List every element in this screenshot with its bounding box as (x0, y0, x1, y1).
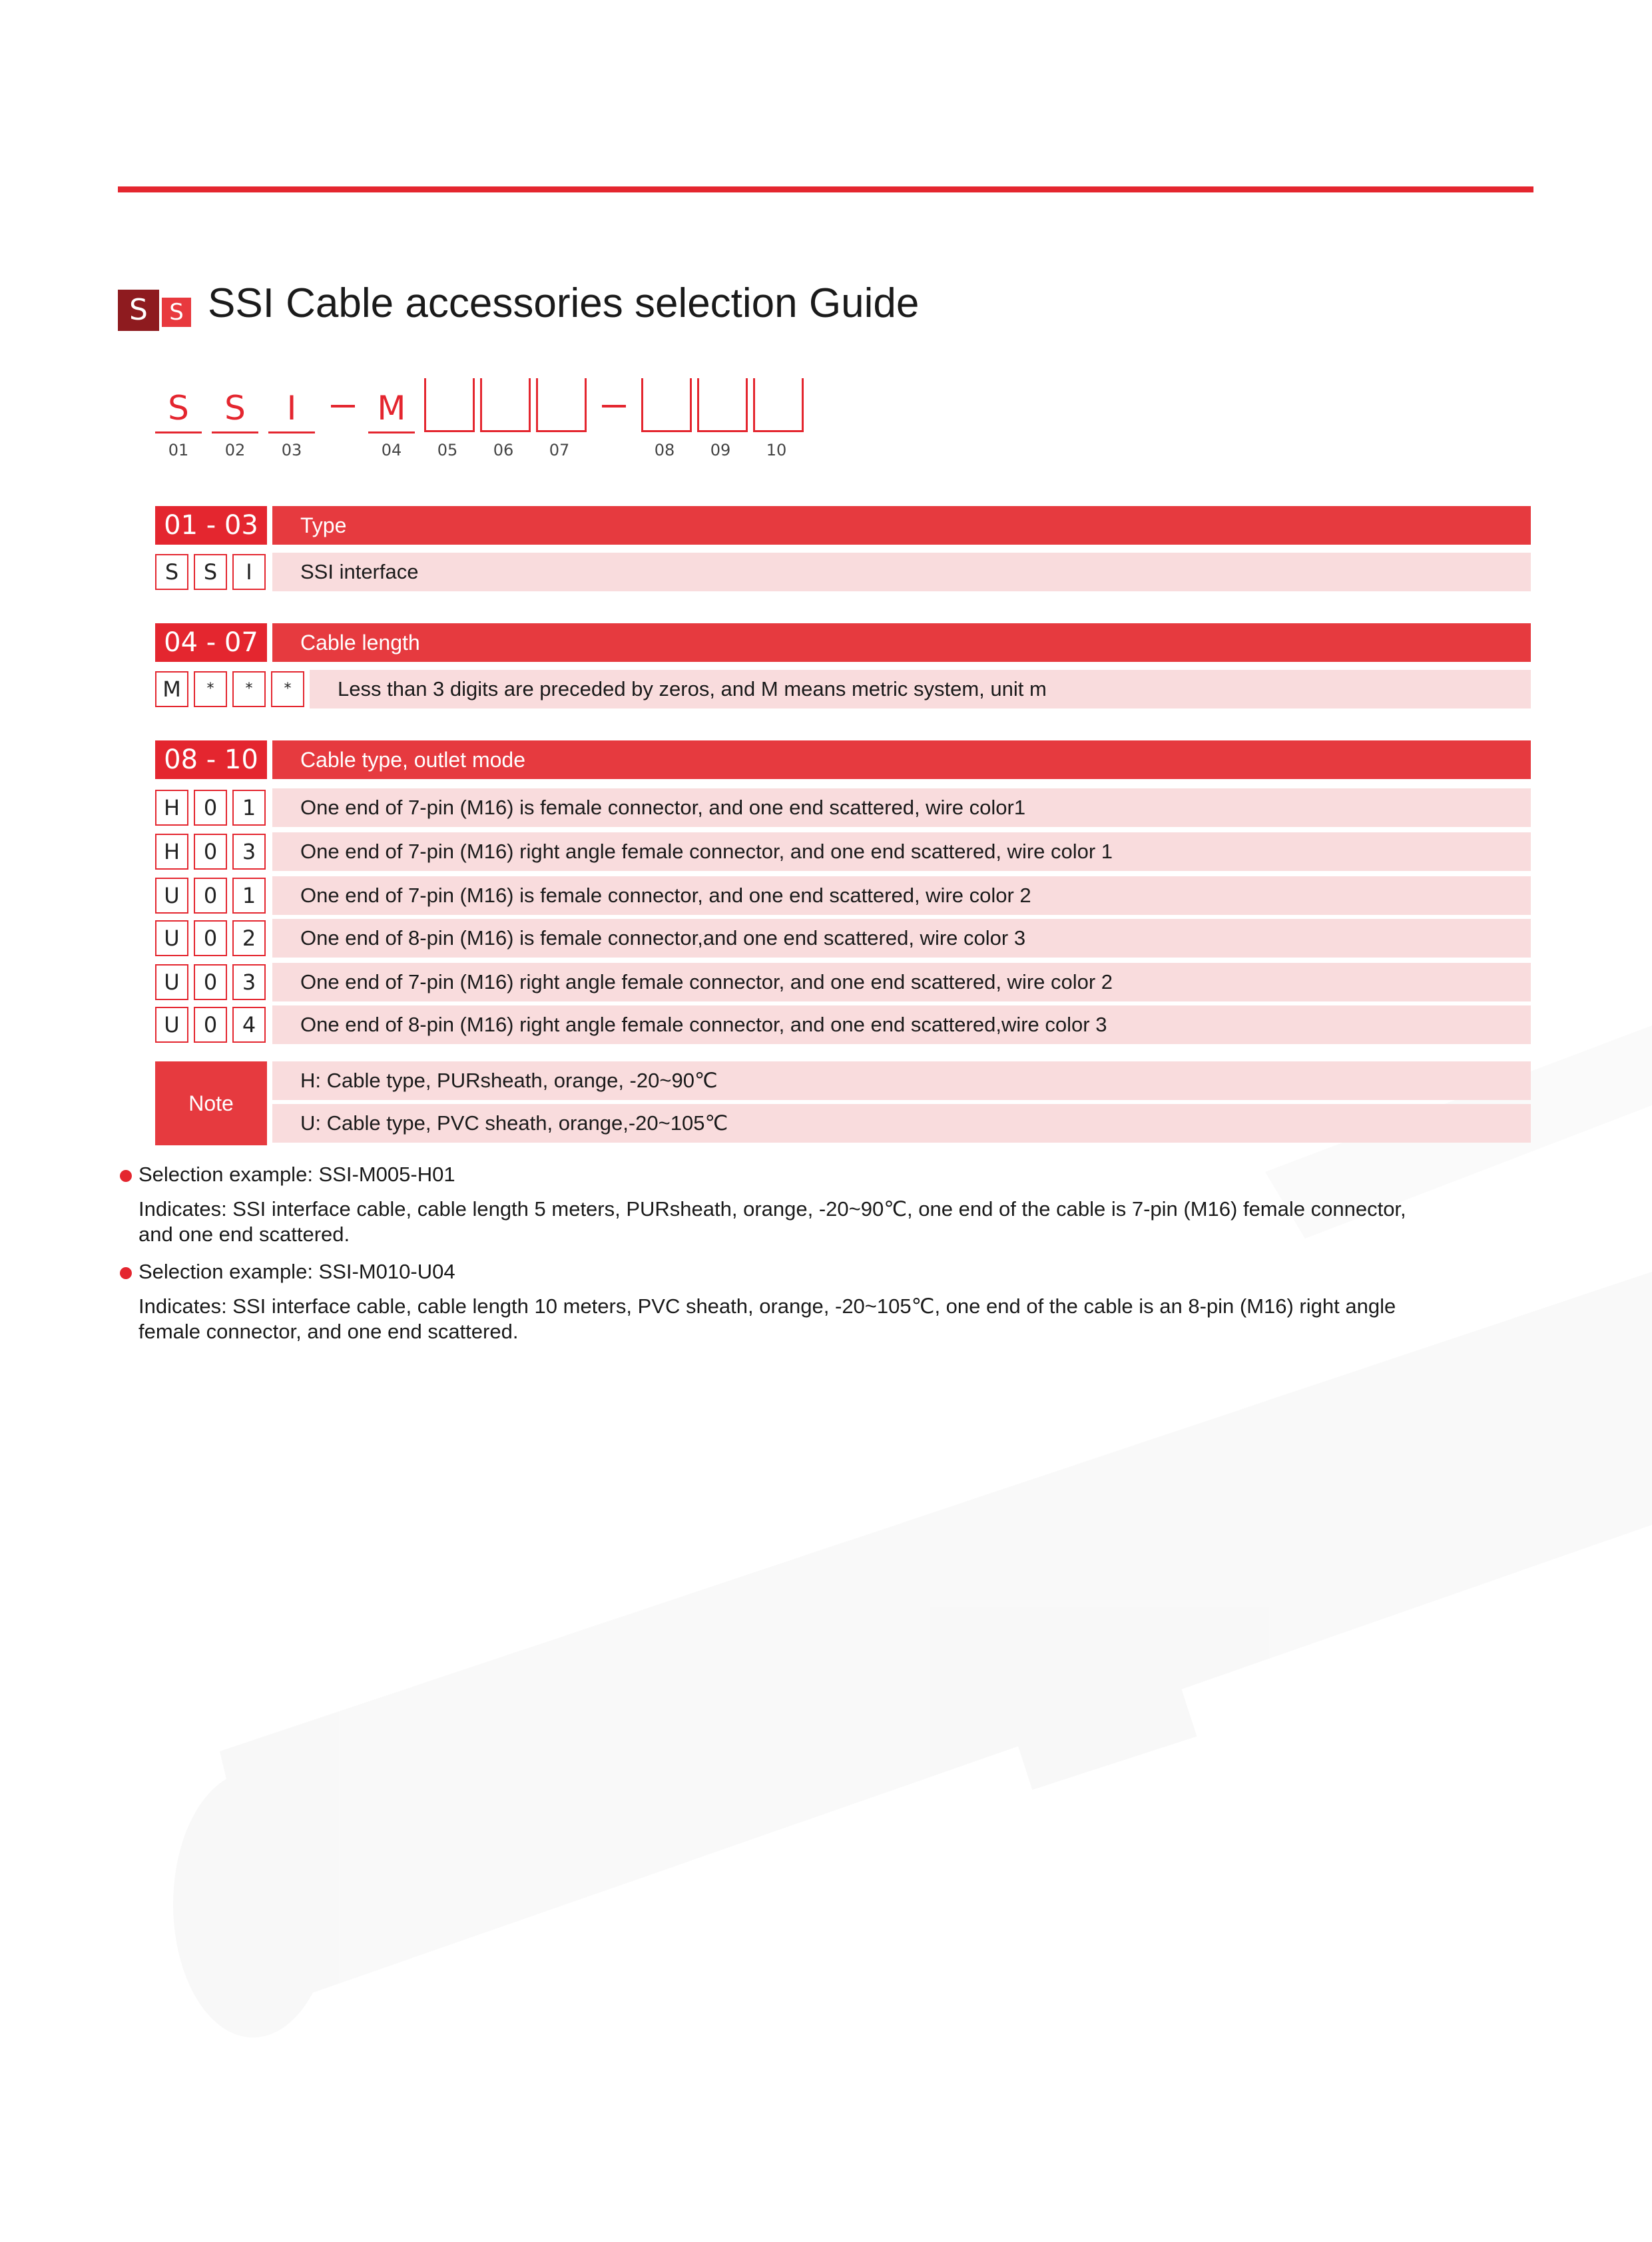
code-pos-01: 01 (168, 441, 189, 459)
note-line-h: H: Cable type, PURsheath, orange, -20~90℃ (272, 1061, 1531, 1100)
code-cell: H (155, 790, 188, 826)
row-description: One end of 7-pin (M16) right angle female connector, and one end scattered, wire color 1 (272, 832, 1531, 871)
code-cell: * (271, 671, 304, 707)
code-pos-02: 02 (224, 441, 246, 459)
code-pos-05: 05 (437, 441, 458, 459)
code-slot-09 (697, 378, 748, 432)
code-pos-07: 07 (549, 441, 570, 459)
row-description: Less than 3 digits are preceded by zeros, and M means metric system, unit m (310, 670, 1531, 708)
example-title: Selection example: SSI-M005-H01 (138, 1163, 455, 1186)
example-title: Selection example: SSI-M010-U04 (138, 1260, 455, 1283)
code-cell: 0 (194, 790, 227, 826)
code-cell: U (155, 1007, 188, 1043)
code-cell: 1 (232, 790, 266, 826)
title-badge-s1: S (118, 290, 159, 331)
code-cell: 0 (194, 1007, 227, 1043)
code-pos-03: 03 (281, 441, 302, 459)
page-title: SSI Cable accessories selection Guide (208, 280, 920, 326)
code-dash-1 (331, 405, 355, 408)
code-slot-08 (641, 378, 692, 432)
example-description: female connector, and one end scattered. (138, 1320, 519, 1343)
example-description: Indicates: SSI interface cable, cable length 5 meters, PURsheath, orange, -20~90℃, one end of the cable is 7-pin (M16) female connector, (138, 1197, 1406, 1221)
code-cell: 2 (232, 920, 266, 956)
code-cell: 0 (194, 920, 227, 956)
note-line-u: U: Cable type, PVC sheath, orange,-20~105℃ (272, 1104, 1531, 1143)
code-char-03: I (268, 385, 315, 433)
row-description: SSI interface (272, 553, 1531, 591)
code-pos-08: 08 (654, 441, 675, 459)
section-id-type: 01 - 03 (155, 506, 267, 545)
bullet-icon (120, 1267, 132, 1279)
code-cell: H (155, 834, 188, 870)
code-pos-06: 06 (493, 441, 514, 459)
code-cell: 0 (194, 964, 227, 1000)
code-slot-05 (424, 378, 475, 432)
code-cell: 1 (232, 878, 266, 914)
code-cell: 3 (232, 964, 266, 1000)
example-description: Indicates: SSI interface cable, cable length 10 meters, PVC sheath, orange, -20~105℃, one end of the cable is an 8-pin (M16) right angle (138, 1294, 1396, 1318)
row-description: One end of 7-pin (M16) is female connector, and one end scattered, wire color1 (272, 788, 1531, 827)
code-cell: U (155, 920, 188, 956)
section-title-cable-type: Cable type, outlet mode (272, 740, 1531, 779)
code-cell: 3 (232, 834, 266, 870)
section-id-cable-type: 08 - 10 (155, 740, 267, 779)
code-pos-04: 04 (381, 441, 402, 459)
code-cell: * (232, 671, 266, 707)
section-title-type: Type (272, 506, 1531, 545)
code-pos-09: 09 (710, 441, 731, 459)
top-divider-line (118, 186, 1533, 192)
code-slot-07 (536, 378, 587, 432)
section-title-cable-length: Cable length (272, 623, 1531, 662)
code-cell: U (155, 964, 188, 1000)
section-id-cable-length: 04 - 07 (155, 623, 267, 662)
note-label: Note (155, 1061, 267, 1145)
code-cell: S (194, 554, 227, 590)
code-slot-06 (480, 378, 531, 432)
code-cell: M (155, 671, 188, 707)
row-description: One end of 7-pin (M16) is female connector, and one end scattered, wire color 2 (272, 876, 1531, 915)
bullet-icon (120, 1170, 132, 1182)
row-description: One end of 7-pin (M16) right angle female connector, and one end scattered, wire color 2 (272, 963, 1531, 1001)
code-pos-10: 10 (766, 441, 787, 459)
code-cell: 4 (232, 1007, 266, 1043)
code-cell: 0 (194, 878, 227, 914)
example-description: and one end scattered. (138, 1223, 350, 1246)
code-cell: I (232, 554, 266, 590)
code-char-02: S (212, 385, 258, 433)
title-badge-s2: S (162, 298, 191, 327)
code-char-04: M (368, 385, 415, 433)
code-cell: S (155, 554, 188, 590)
code-char-01: S (155, 385, 202, 433)
code-cell: U (155, 878, 188, 914)
code-dash-2 (602, 405, 626, 408)
row-description: One end of 8-pin (M16) right angle female connector, and one end scattered,wire color 3 (272, 1005, 1531, 1044)
code-slot-10 (753, 378, 804, 432)
code-cell: * (194, 671, 227, 707)
row-description: One end of 8-pin (M16) is female connector,and one end scattered, wire color 3 (272, 919, 1531, 958)
code-cell: 0 (194, 834, 227, 870)
